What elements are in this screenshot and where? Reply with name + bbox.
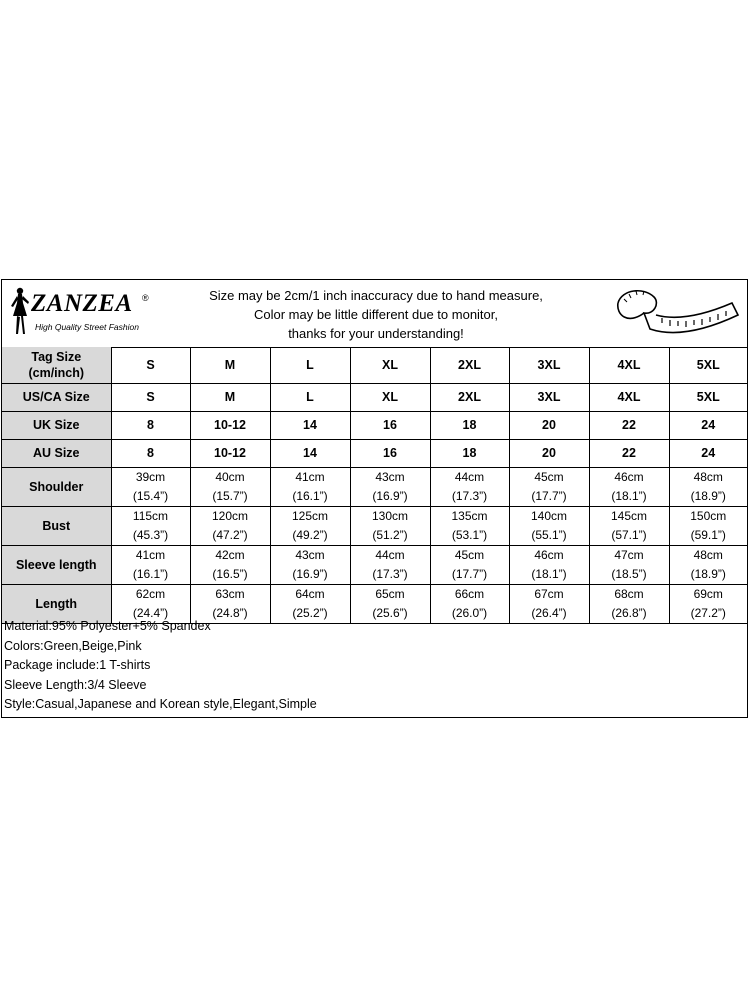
notice-line: Color may be little different due to monitor, — [254, 307, 498, 322]
measure-cell: 47cm (18.5”) — [589, 546, 669, 585]
measure-cell: 68cm (26.8”) — [589, 585, 669, 624]
size-cell: 3XL — [509, 347, 589, 384]
measure-cell: 66cm (26.0”) — [430, 585, 509, 624]
size-cell: 5XL — [669, 384, 747, 412]
product-specs — [2, 617, 747, 715]
size-cell: L — [270, 347, 350, 384]
measure-cell: 41cm (16.1”) — [270, 468, 350, 507]
measure-cell: 45cm (17.7”) — [509, 468, 589, 507]
size-chart — [1, 279, 748, 718]
size-cell: 14 — [270, 440, 350, 468]
row-label-bust: Bust — [2, 507, 111, 546]
measure-cell: 40cm (15.7”) — [190, 468, 270, 507]
notice-line: Size may be 2cm/1 inch inaccuracy due to hand measure, — [209, 288, 543, 303]
sleeve-length-row — [2, 546, 747, 585]
size-cell: 10-12 — [190, 412, 270, 440]
measure-cell: 48cm (18.9”) — [669, 468, 747, 507]
size-cell: 24 — [669, 440, 747, 468]
measure-cell: 63cm (24.8”) — [190, 585, 270, 624]
spec-colors: Colors:Green,Beige,Pink — [4, 638, 142, 653]
row-label-sleeve-length: Sleeve length — [2, 546, 111, 585]
measure-cell: 46cm (18.1”) — [509, 546, 589, 585]
spec-package: Package include:1 T-shirts — [4, 658, 151, 673]
measure-cell: 150cm (59.1”) — [669, 507, 747, 546]
size-cell: 8 — [111, 440, 190, 468]
brand-name: ZANZEA — [31, 290, 133, 317]
row-label-shoulder: Shoulder — [2, 468, 111, 507]
measure-cell: 48cm (18.9”) — [669, 546, 747, 585]
size-cell: XL — [350, 384, 430, 412]
spec-style: Style:Casual,Japanese and Korean style,Elegant,Simple — [4, 697, 317, 712]
size-cell: 4XL — [589, 384, 669, 412]
row-label-length: Length — [2, 585, 111, 624]
registered-mark: ® — [142, 293, 149, 303]
us-ca-size-row — [2, 384, 747, 412]
measure-cell: 67cm (26.4”) — [509, 585, 589, 624]
brand-logo — [5, 284, 165, 344]
measure-cell: 64cm (25.2”) — [270, 585, 350, 624]
measure-cell: 44cm (17.3”) — [430, 468, 509, 507]
row-label-au: AU Size — [2, 440, 111, 468]
measure-cell: 69cm (27.2”) — [669, 585, 747, 624]
measure-cell: 42cm (16.5”) — [190, 546, 270, 585]
measure-cell: 44cm (17.3”) — [350, 546, 430, 585]
size-cell: S — [111, 384, 190, 412]
size-cell: 4XL — [589, 347, 669, 384]
measure-cell: 130cm (51.2”) — [350, 507, 430, 546]
size-cell: L — [270, 384, 350, 412]
row-label-uk: UK Size — [2, 412, 111, 440]
row-label-tag-size: Tag Size (cm/inch) — [2, 347, 111, 384]
notice-line: thanks for your understanding! — [288, 326, 464, 341]
measure-cell: 145cm (57.1”) — [589, 507, 669, 546]
size-cell: 22 — [589, 412, 669, 440]
measure-cell: 41cm (16.1”) — [111, 546, 190, 585]
measure-cell: 115cm (45.3”) — [111, 507, 190, 546]
size-cell: 18 — [430, 412, 509, 440]
measure-cell: 46cm (18.1”) — [589, 468, 669, 507]
size-cell: 8 — [111, 412, 190, 440]
fashion-model-silhouette-icon — [8, 286, 32, 338]
spec-sleeve-length: Sleeve Length:3/4 Sleeve — [4, 677, 147, 692]
tag-size-row — [2, 347, 747, 384]
size-cell: 10-12 — [190, 440, 270, 468]
measure-cell: 65cm (25.6”) — [350, 585, 430, 624]
uk-size-row — [2, 412, 747, 440]
size-cell: 5XL — [669, 347, 747, 384]
measure-cell: 62cm (24.4”) — [111, 585, 190, 624]
measure-cell: 140cm (55.1”) — [509, 507, 589, 546]
size-cell: 20 — [509, 440, 589, 468]
size-cell: 16 — [350, 412, 430, 440]
size-cell: 24 — [669, 412, 747, 440]
shoulder-row — [2, 468, 747, 507]
measure-cell: 125cm (49.2”) — [270, 507, 350, 546]
au-size-row — [2, 440, 747, 468]
brand-tagline: High Quality Street Fashion — [35, 322, 139, 332]
row-label-us-ca: US/CA Size — [2, 384, 111, 412]
measure-cell: 45cm (17.7”) — [430, 546, 509, 585]
size-cell: 16 — [350, 440, 430, 468]
measure-cell: 135cm (53.1”) — [430, 507, 509, 546]
size-cell: 14 — [270, 412, 350, 440]
measure-cell: 120cm (47.2”) — [190, 507, 270, 546]
measure-cell: 39cm (15.4”) — [111, 468, 190, 507]
size-cell: 20 — [509, 412, 589, 440]
bust-row — [2, 507, 747, 546]
size-cell: 3XL — [509, 384, 589, 412]
spec-material: Material:95% Polyester+5% Spandex — [4, 619, 211, 633]
measuring-tape-icon — [614, 285, 742, 341]
size-cell: 22 — [589, 440, 669, 468]
measure-cell: 43cm (16.9”) — [270, 546, 350, 585]
size-cell: M — [190, 347, 270, 384]
size-cell: 2XL — [430, 347, 509, 384]
size-table — [2, 347, 747, 624]
size-cell: 18 — [430, 440, 509, 468]
size-cell: S — [111, 347, 190, 384]
chart-header — [2, 280, 747, 348]
size-cell: M — [190, 384, 270, 412]
size-cell: XL — [350, 347, 430, 384]
size-notice — [170, 286, 582, 343]
measure-cell: 43cm (16.9”) — [350, 468, 430, 507]
size-cell: 2XL — [430, 384, 509, 412]
